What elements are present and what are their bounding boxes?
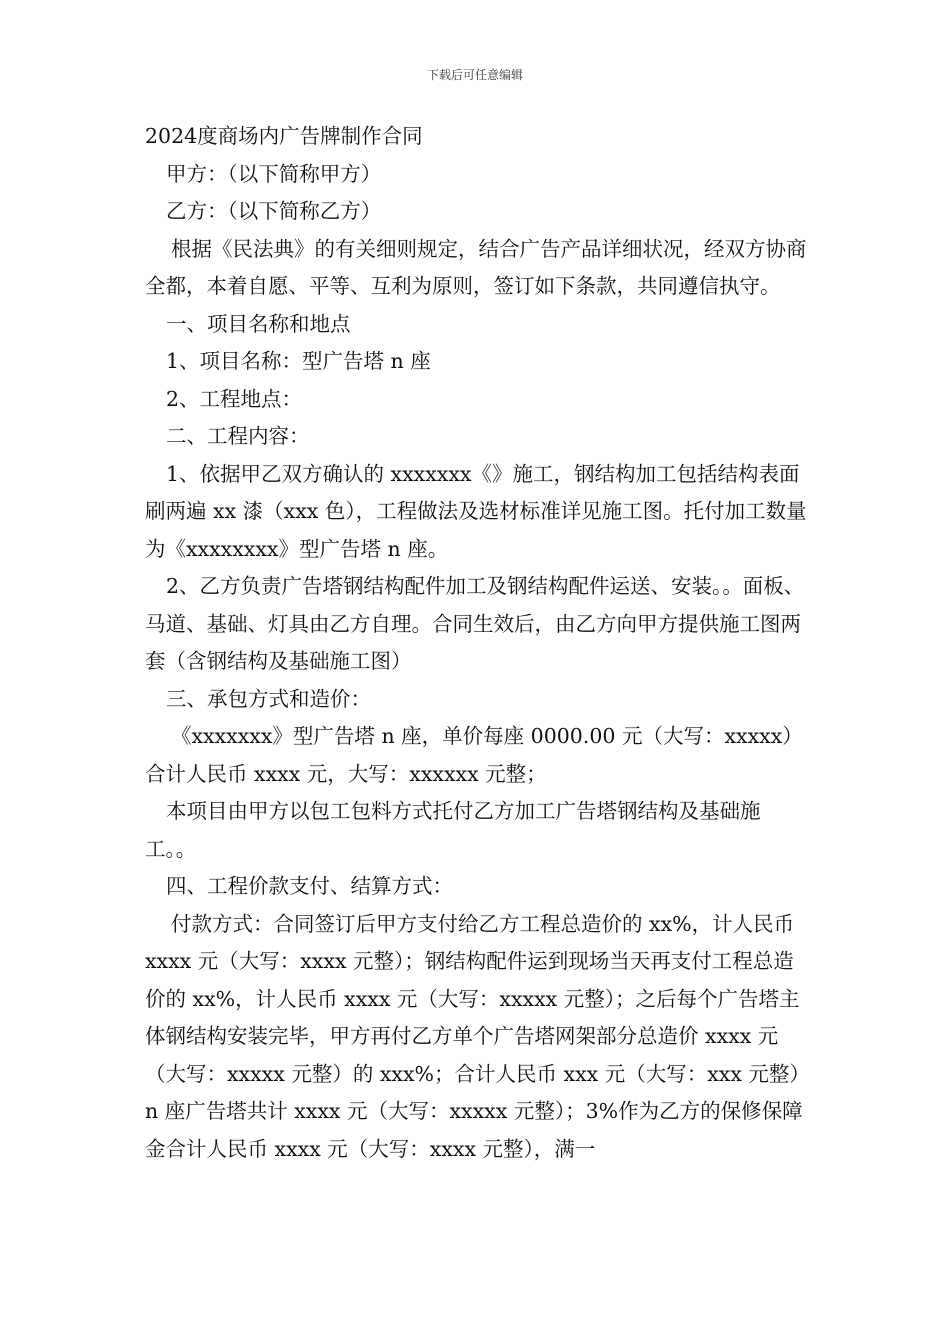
party-b-line: 乙方：（以下简称乙方） (166, 199, 382, 223)
section-3-price-paragraph: 《xxxxxxx》型广告塔 n 座，单价每座 0000.00 元（大写：xxxxx）合计人民币 xxxx 元，大写：xxxxxx 元整； (145, 724, 803, 786)
section-3-scope-paragraph: 本项目由甲方以包工包料方式托付乙方加工广告塔钢结构及基础施工。。 (145, 799, 761, 861)
section-4-payment-paragraph: 付款方式：合同签订后甲方支付给乙方工程总造价的 xx%，计人民币 xxxx 元（大写：xxxx 元整）；钢结构配件运到现场当天再支付工程总造价的 xx%，计人民币 xxxx 元（大写：xxxxx 元整）；之后每个广告塔主体钢结构安装完毕，甲方再付乙方单个广告塔网架部分总造价 xxxx 元（大写：xxxxx 元整）的 xxx%；合计人民币 xxx 元（大写：xxx 元整）n 座广告塔共计 xxxx 元（大写：xxxxx 元整）；3%作为乙方的保修保障金合计人民币 xxxx 元（大写：xxxx 元整），满一 (145, 911, 810, 1161)
section-3-heading: 三、承包方式和造价： (166, 686, 371, 711)
section-1-heading: 一、项目名称和地点 (166, 311, 351, 336)
section-2-heading: 二、工程内容： (166, 424, 310, 448)
section-1-item-1: 1、项目名称：型广告塔 n 座 (166, 349, 431, 373)
page-header-note: 下载后可任意编辑 (426, 68, 523, 82)
party-a-line: 甲方：（以下简称甲方） (166, 161, 382, 186)
preamble-paragraph: 根据《民法典》的有关细则规定，结合广告产品详细状况，经双方协商全都，本着自愿、平等、互利为原则，签订如下条款，共同遵信执守。 (145, 236, 807, 298)
section-2-item-2: 2、乙方负责广告塔钢结构配件加工及钢结构配件运送、安装。。面板、马道、基础、灯具由乙方自理。合同生效后，由乙方向甲方提供施工图两套（含钢结构及基础施工图） (145, 574, 805, 673)
section-4-heading: 四、工程价款支付、结算方式： (166, 874, 453, 898)
contract-title: 2024度商场内广告牌制作合同 (145, 124, 423, 148)
contract-body (145, 118, 810, 1168)
section-1-item-2: 2、工程地点： (166, 386, 303, 411)
section-2-item-1: 1、依据甲乙双方确认的 xxxxxxx《》施工，钢结构加工包括结构表面刷两遍 xx 漆（xxx 色），工程做法及选材标准详见施工图。托付加工数量为《xxxxxxxx》型广告塔 n 座。 (145, 461, 807, 561)
